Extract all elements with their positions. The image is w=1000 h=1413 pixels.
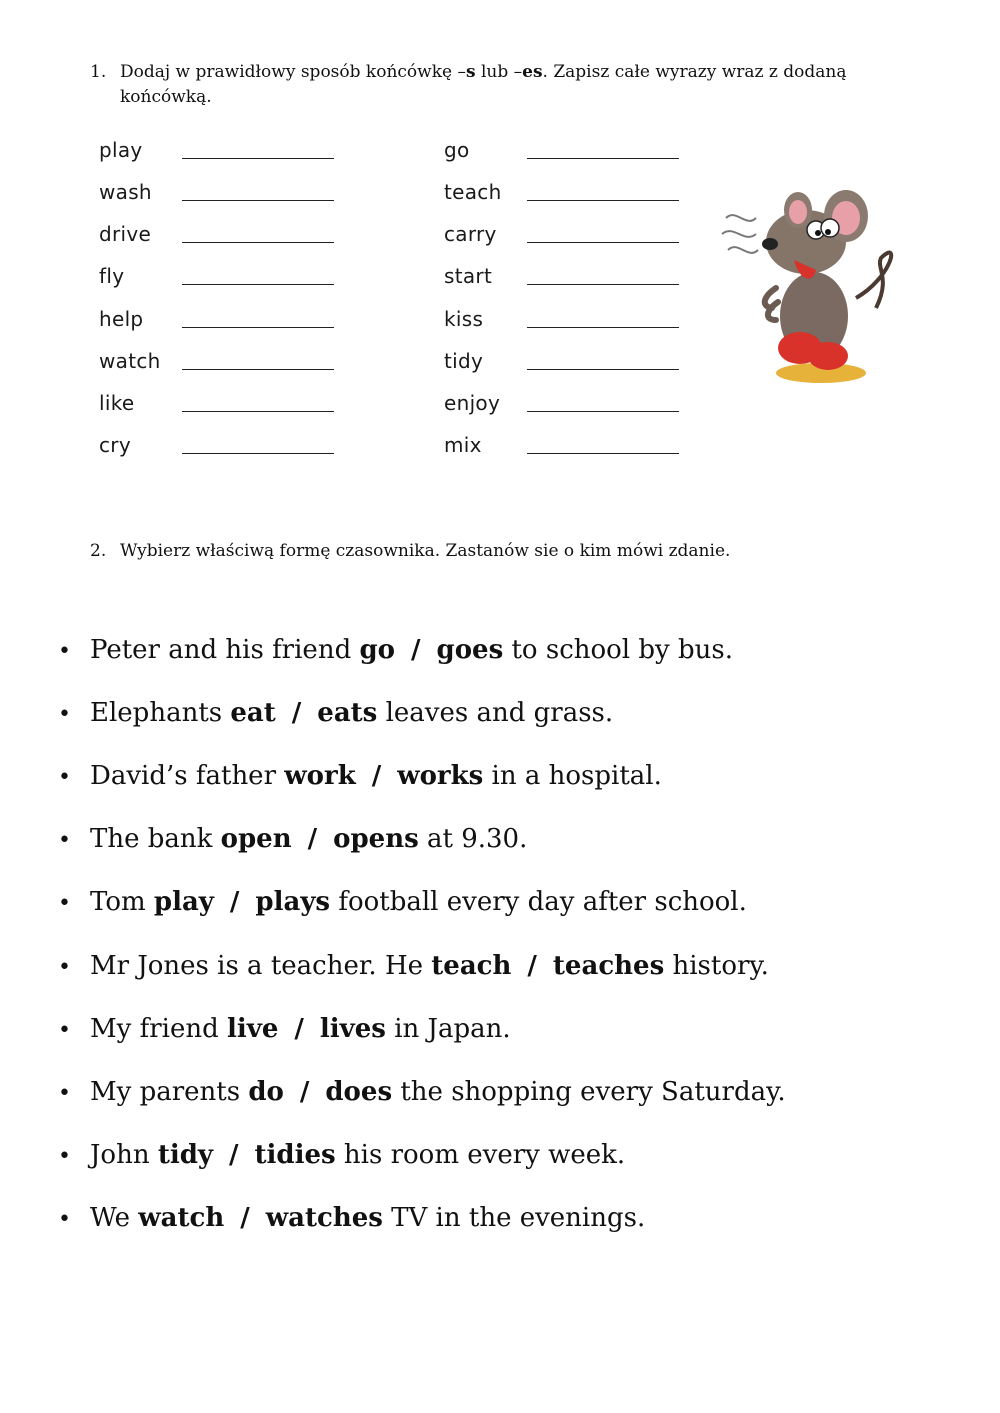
sentence-before: The bank bbox=[90, 824, 221, 854]
option-1[interactable]: work bbox=[284, 761, 356, 791]
bullet-icon: • bbox=[58, 639, 71, 664]
option-separator: / bbox=[371, 761, 382, 791]
bullet-icon: • bbox=[58, 1144, 71, 1169]
bullet-icon: • bbox=[58, 702, 71, 727]
task-1-number: 1. bbox=[90, 62, 107, 82]
sentence-item bbox=[58, 633, 733, 667]
task-2-instruction bbox=[90, 539, 730, 564]
bullet-icon: • bbox=[58, 1207, 71, 1232]
option-2[interactable]: teaches bbox=[552, 951, 665, 981]
sentence-item bbox=[58, 949, 769, 983]
option-1[interactable]: play bbox=[153, 887, 214, 917]
option-separator: / bbox=[229, 887, 240, 917]
bullet-icon: • bbox=[58, 765, 71, 790]
option-separator: / bbox=[294, 1014, 304, 1044]
sentence-item bbox=[58, 1075, 786, 1109]
sentence-after: football every day after school. bbox=[330, 887, 747, 917]
word-item: start bbox=[444, 264, 493, 288]
word-item: help bbox=[99, 307, 144, 331]
sentence-after: leaves and grass. bbox=[377, 698, 614, 728]
sentence-before: John bbox=[90, 1140, 158, 1170]
option-separator: / bbox=[240, 1203, 250, 1233]
option-1[interactable]: go bbox=[359, 635, 396, 665]
word-item: mix bbox=[444, 433, 482, 457]
option-separator: / bbox=[307, 824, 318, 854]
sentence-before: David’s father bbox=[90, 761, 285, 791]
sentence-before: My friend bbox=[90, 1014, 227, 1044]
word-item: cry bbox=[99, 433, 131, 457]
option-2[interactable]: watches bbox=[265, 1203, 383, 1233]
cartoon-mouse-icon bbox=[716, 178, 904, 388]
sentence-after: his room every week. bbox=[335, 1140, 626, 1170]
option-2[interactable]: eats bbox=[317, 698, 378, 728]
answer-blank[interactable] bbox=[182, 242, 334, 243]
sentence-before: We bbox=[90, 1203, 139, 1233]
task-1-instruction bbox=[90, 60, 900, 110]
answer-blank[interactable] bbox=[527, 453, 679, 454]
sentence-after: to school by bus. bbox=[503, 635, 733, 665]
answer-blank[interactable] bbox=[182, 200, 334, 201]
option-separator: / bbox=[411, 635, 421, 665]
option-separator: / bbox=[299, 1077, 310, 1107]
answer-blank[interactable] bbox=[182, 369, 334, 370]
bullet-icon: • bbox=[58, 1081, 71, 1106]
sentence-after: history. bbox=[664, 951, 769, 981]
option-1[interactable]: teach bbox=[431, 951, 512, 981]
option-1[interactable]: eat bbox=[230, 698, 276, 728]
task-1-text: Dodaj w prawidłowy sposób końcówkę –s lub –es. Zapisz całe wyrazy wraz z dodaną końcówką. bbox=[120, 62, 847, 107]
sentence-item bbox=[58, 822, 527, 856]
sentence-before: Peter and his friend bbox=[90, 635, 360, 665]
sentence-after: in a hospital. bbox=[483, 761, 662, 791]
sentence-after: TV in the evenings. bbox=[382, 1203, 646, 1233]
answer-blank[interactable] bbox=[182, 453, 334, 454]
option-2[interactable]: opens bbox=[333, 824, 419, 854]
sentence-after: at 9.30. bbox=[418, 824, 528, 854]
option-1[interactable]: watch bbox=[138, 1203, 225, 1233]
word-item: fly bbox=[99, 264, 125, 288]
word-item: kiss bbox=[444, 307, 484, 331]
sentence-item bbox=[58, 1201, 645, 1235]
option-2[interactable]: goes bbox=[436, 635, 504, 665]
option-1[interactable]: live bbox=[226, 1014, 279, 1044]
sentence-after: the shopping every Saturday. bbox=[392, 1077, 786, 1107]
bullet-icon: • bbox=[58, 828, 71, 853]
option-2[interactable]: tidies bbox=[254, 1140, 336, 1170]
word-item: play bbox=[99, 138, 143, 162]
sentence-item bbox=[58, 696, 613, 730]
sentence-before: My parents bbox=[90, 1077, 249, 1107]
answer-blank[interactable] bbox=[527, 158, 679, 159]
word-item: teach bbox=[444, 180, 502, 204]
word-item: enjoy bbox=[444, 391, 501, 415]
answer-blank[interactable] bbox=[527, 411, 679, 412]
option-separator: / bbox=[291, 698, 302, 728]
answer-blank[interactable] bbox=[527, 327, 679, 328]
sentence-before: Tom bbox=[90, 887, 154, 917]
answer-blank[interactable] bbox=[527, 284, 679, 285]
answer-blank[interactable] bbox=[182, 158, 334, 159]
sentence-before: Mr Jones is a teacher. He bbox=[90, 951, 432, 981]
option-1[interactable]: open bbox=[220, 824, 292, 854]
sentence-item bbox=[58, 759, 662, 793]
bullet-icon: • bbox=[58, 1018, 71, 1043]
answer-blank[interactable] bbox=[182, 284, 334, 285]
task-2-text: Wybierz właściwą formę czasownika. Zastanów sie o kim mówi zdanie. bbox=[120, 541, 731, 561]
option-1[interactable]: do bbox=[248, 1077, 284, 1107]
option-2[interactable]: plays bbox=[255, 887, 331, 917]
word-item: wash bbox=[99, 180, 152, 204]
answer-blank[interactable] bbox=[182, 411, 334, 412]
bullet-icon: • bbox=[58, 955, 71, 980]
option-1[interactable]: tidy bbox=[157, 1140, 214, 1170]
sentence-after: in Japan. bbox=[385, 1014, 511, 1044]
word-item: watch bbox=[99, 349, 161, 373]
sentence-item bbox=[58, 1138, 625, 1172]
answer-blank[interactable] bbox=[527, 242, 679, 243]
option-separator: / bbox=[527, 951, 537, 981]
answer-blank[interactable] bbox=[527, 369, 679, 370]
word-item: carry bbox=[444, 222, 497, 246]
option-2[interactable]: does bbox=[325, 1077, 393, 1107]
option-2[interactable]: lives bbox=[319, 1014, 386, 1044]
answer-blank[interactable] bbox=[182, 327, 334, 328]
sentence-before: Elephants bbox=[90, 698, 231, 728]
task-2-number: 2. bbox=[90, 541, 107, 561]
word-item: drive bbox=[99, 222, 152, 246]
word-item: tidy bbox=[444, 349, 484, 373]
word-item: go bbox=[444, 138, 470, 162]
word-item: like bbox=[99, 391, 135, 415]
option-separator: / bbox=[229, 1140, 239, 1170]
option-2[interactable]: works bbox=[397, 761, 484, 791]
sentence-item bbox=[58, 1012, 511, 1046]
answer-blank[interactable] bbox=[527, 200, 679, 201]
sentence-item bbox=[58, 885, 747, 919]
bullet-icon: • bbox=[58, 891, 71, 916]
